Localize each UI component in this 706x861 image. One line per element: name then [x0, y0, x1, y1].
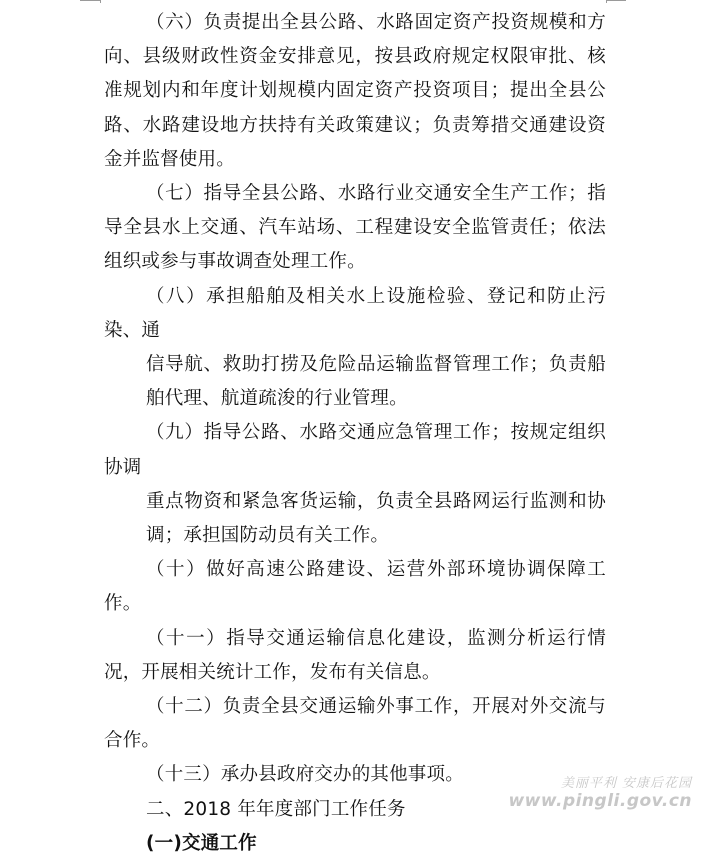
paragraph-6: （六）负责提出全县公路、水路固定资产投资规模和方向、县级财政性资金安排意见，按县政府规定权限审批、核准规划内和年度计划规模内固定资产投资项目；提出全县公路、水路建设地方扶持有关政策建议；负责筹措交通建设资金并监督使用。: [104, 12, 606, 170]
paragraph-8: （八）承担船舶及相关水上设施检验、登记和防止污染、通: [104, 285, 606, 341]
watermark-slogan: 美丽平利 安康后花园: [560, 776, 692, 791]
paragraph-8-continued: 信导航、救助打捞及危险品运输监督管理工作；负责船舶代理、航道疏浚的行业管理。: [146, 354, 606, 410]
paragraph-13: （十三）承办县政府交办的其他事项。: [146, 764, 464, 786]
paragraph-11: （十一）指导交通运输信息化建设，监测分析运行情况，开展相关统计工作，发布有关信息。: [104, 627, 606, 683]
crop-mark-right-horizontal: [606, 0, 626, 1]
paragraph-9-continued: 重点物资和紧急客货运输，负责全县路网运行监测和协调；承担国防动员有关工作。: [146, 490, 606, 547]
crop-mark-left: [100, 0, 101, 3]
paragraph-9: （九）指导公路、水路交通应急管理工作；按规定组织协调: [104, 422, 606, 478]
crop-mark-left-horizontal: [80, 0, 100, 1]
document-body: [104, 6, 606, 861]
watermark-url: www.pingli.gov.cn: [508, 791, 692, 811]
site-watermark: [508, 772, 692, 811]
paragraph-10: （十）做好高速公路建设、运营外部环境协调保障工作。: [104, 559, 606, 615]
paragraph-7: （七）指导全县公路、水路行业交通安全生产工作；指导全县水上交通、汽车站场、工程建设安全监管责任；依法组织或参与事故调查处理工作。: [104, 183, 606, 273]
subsection-heading: (一)交通工作: [146, 832, 257, 854]
paragraph-12: （十二）负责全县交通运输外事工作，开展对外交流与合作。: [104, 696, 606, 752]
section-heading: 二、2018 年年度部门工作任务: [146, 798, 406, 820]
